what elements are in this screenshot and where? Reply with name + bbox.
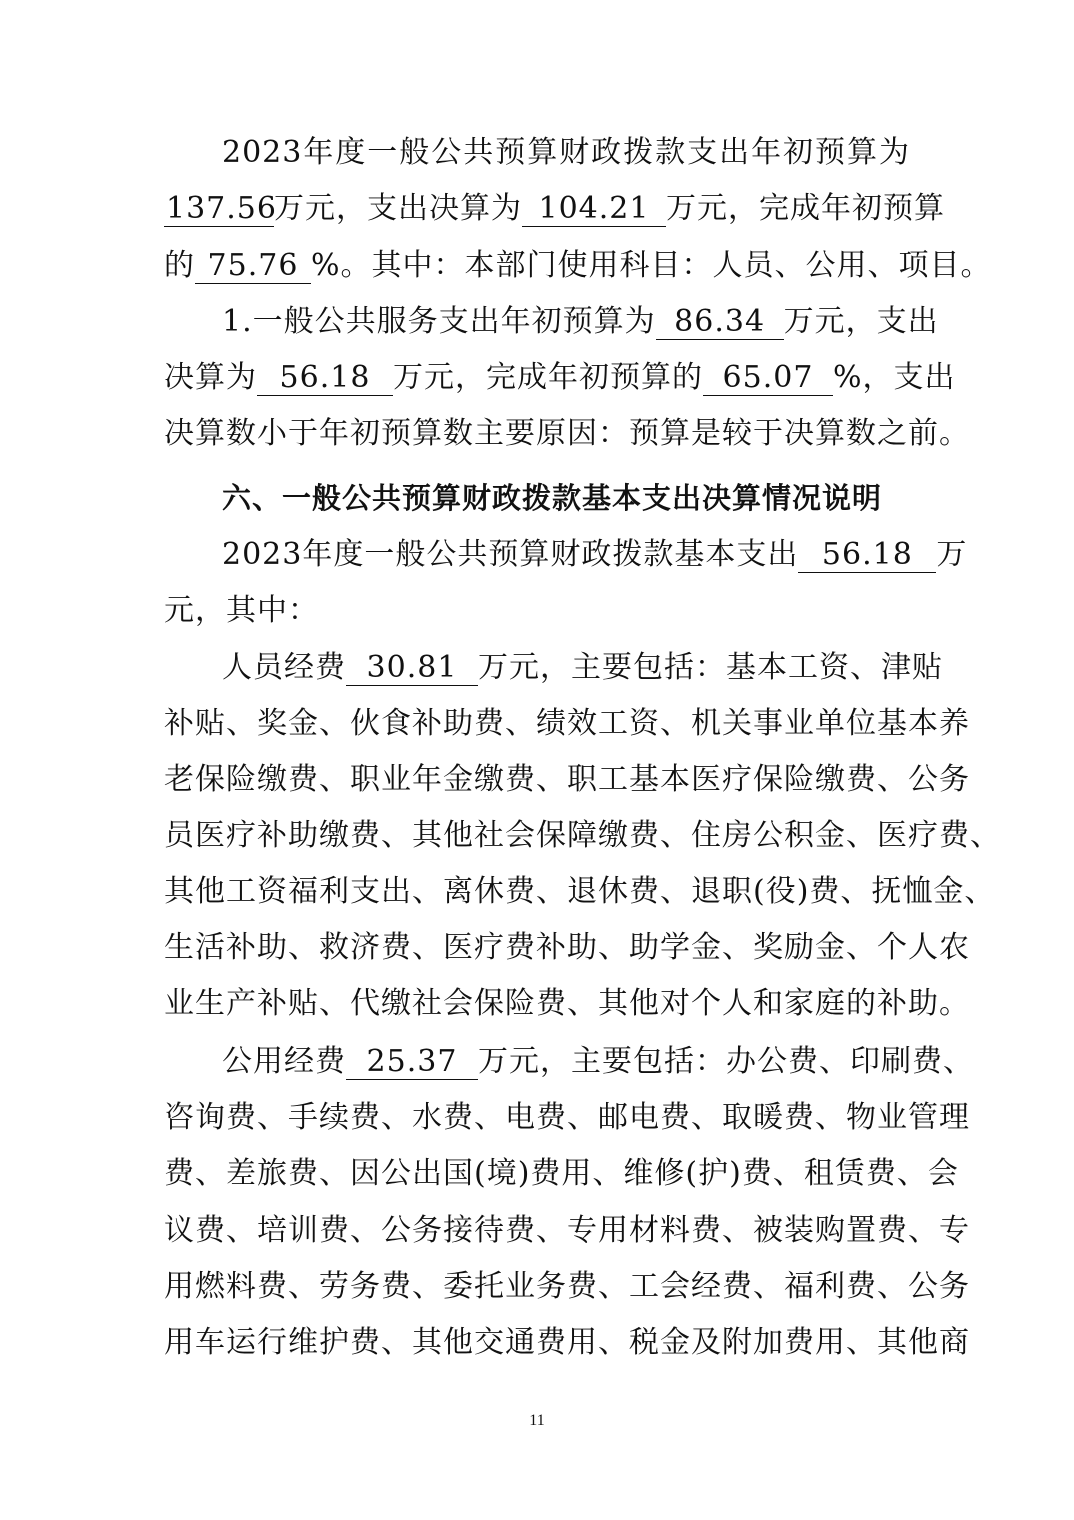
paragraph-line: 业生产补贴、代缴社会保险费、其他对个人和家庭的补助。	[164, 986, 970, 1021]
text-segment: 万	[936, 537, 968, 572]
paragraph-line: 用燃料费、劳务费、委托业务费、工会经费、福利费、公务	[164, 1269, 970, 1304]
underlined-value: 56.18	[798, 538, 936, 573]
text-segment: %，支出	[833, 360, 956, 395]
paragraph-line: 费、差旅费、因公出国(境)费用、维修(护)费、租赁费、会	[164, 1156, 959, 1191]
underlined-value: 65.07	[703, 361, 833, 396]
page-number: 11	[529, 1412, 545, 1429]
text-segment: 1.一般公共服务支出年初预算为	[222, 304, 656, 339]
underlined-value: 25.37	[346, 1045, 478, 1080]
text-segment: 万元，支出	[783, 304, 939, 339]
text-segment: 人员经费	[222, 650, 346, 685]
underlined-value: 104.21	[522, 192, 666, 227]
paragraph-line	[222, 1040, 974, 1084]
text-segment: 2023年度一般公共预算财政拨款基本支出	[222, 537, 799, 572]
text-segment: 万元，完成年初预算的	[393, 360, 703, 395]
text-segment: 万元，主要包括：办公费、印刷费、	[478, 1044, 974, 1079]
section-heading: 六、一般公共预算财政拨款基本支出决算情况说明	[222, 481, 883, 515]
text-segment: 万元，完成年初预算	[666, 191, 945, 226]
paragraph-line: 议费、培训费、公务接待费、专用材料费、被装购置费、专	[164, 1213, 970, 1248]
text-segment: 公用经费	[222, 1044, 346, 1079]
paragraph-line: 补贴、奖金、伙食补助费、绩效工资、机关事业单位基本养	[164, 706, 970, 741]
text-segment: 万元，支出决算为	[274, 191, 522, 226]
underlined-value: 137.56	[166, 191, 277, 226]
paragraph-line: 生活补助、救济费、医疗费补助、助学金、奖励金、个人农	[164, 930, 970, 965]
paragraph-line	[164, 187, 945, 231]
paragraph-line	[222, 533, 968, 577]
text-segment: 万元，主要包括：基本工资、津贴	[478, 650, 943, 685]
paragraph-line	[222, 300, 939, 344]
paragraph-line: 决算数小于年初预算数主要原因：预算是较于决算数之前。	[164, 416, 970, 451]
paragraph-line	[222, 646, 943, 690]
paragraph-line: 员医疗补助缴费、其他社会保障缴费、住房公积金、医疗费、	[164, 818, 1001, 853]
paragraph-line: 其他工资福利支出、离休费、退休费、退职(役)费、抚恤金、	[164, 874, 996, 909]
underlined-value: 56.18	[257, 361, 393, 396]
paragraph-line: 咨询费、手续费、水费、电费、邮电费、取暖费、物业管理	[164, 1100, 970, 1135]
paragraph-line	[164, 244, 992, 288]
text-segment: 的	[164, 248, 195, 283]
text-segment: 决算为	[164, 360, 257, 395]
underlined-value: 30.81	[346, 651, 478, 686]
underlined-value: 86.34	[656, 305, 784, 340]
paragraph-line	[164, 356, 956, 400]
paragraph-line: 元，其中：	[164, 593, 319, 628]
text-segment: %。其中：本部门使用科目：人员、公用、项目。	[311, 248, 992, 283]
paragraph-line: 用车运行维护费、其他交通费用、税金及附加费用、其他商	[164, 1325, 970, 1360]
underlined-value: 75.76	[195, 249, 311, 284]
paragraph-line: 老保险缴费、职业年金缴费、职工基本医疗保险缴费、公务	[164, 762, 970, 797]
paragraph-line: 2023年度一般公共预算财政拨款支出年初预算为	[222, 135, 910, 170]
